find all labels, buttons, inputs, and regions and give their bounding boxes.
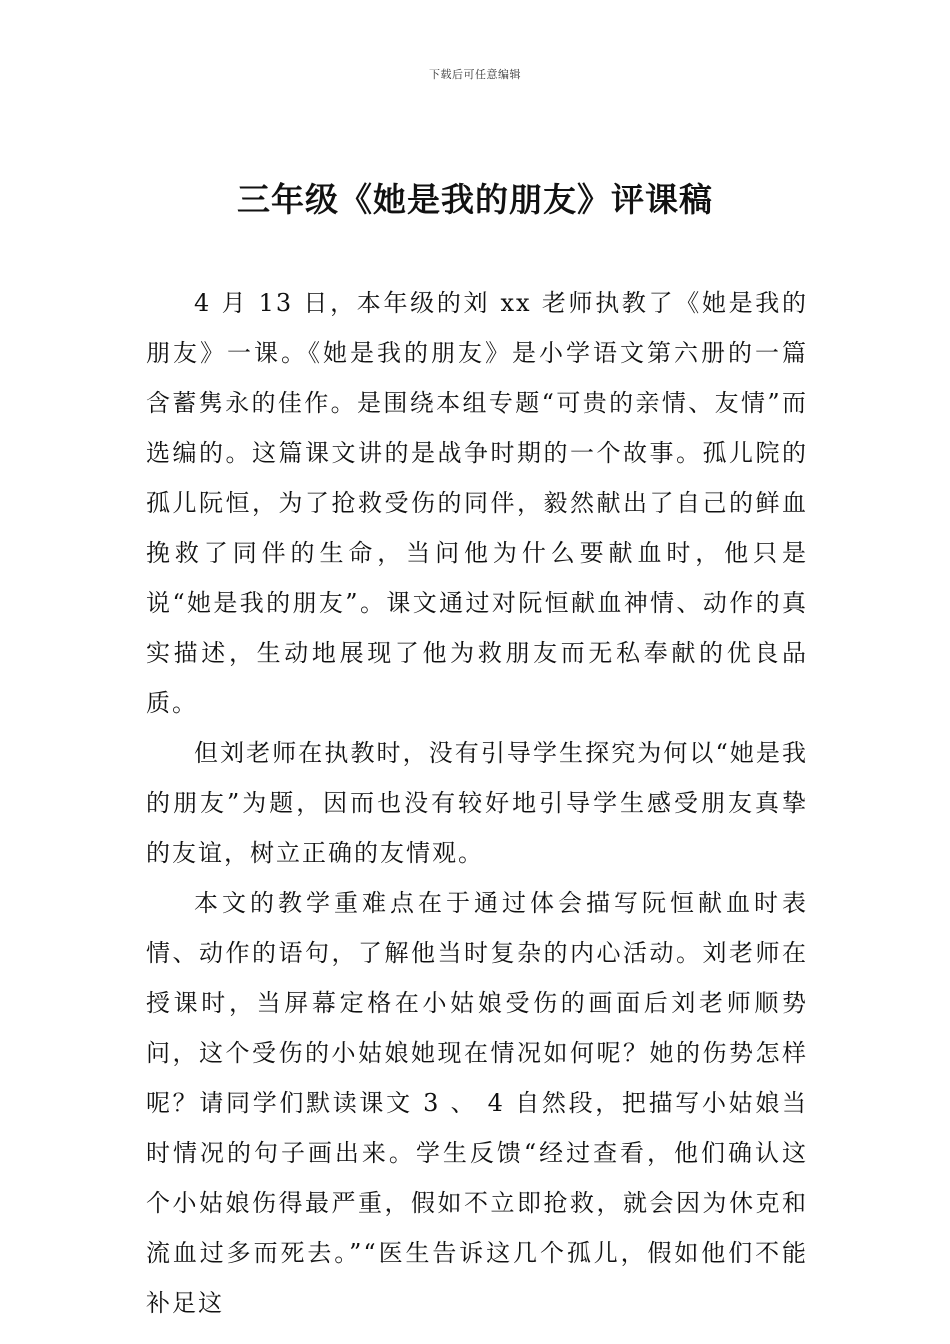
paragraph-2: 但刘老师在执教时，没有引导学生探究为何以“她是我的朋友”为题，因而也没有较好地引导学生感受朋友真挚的友谊，树立正确的友情观。 bbox=[146, 739, 808, 867]
paragraph-3: 本文的教学重难点在于通过体会描写阮恒献血时表情、动作的语句，了解他当时复杂的内心活动。刘老师在授课时，当屏幕定格在小姑娘受伤的画面后刘老师顺势问，这个受伤的小姑娘她现在情况如何呢？她的伤势怎样呢？请同学们默读课文 3 、 4 自然段，把描写小姑娘当时情况的句子画出来。学生反馈“经过查看，他们确认这个小姑娘伤得最严重，假如不立即抢救，就会因为休克和流血过多而死去。”“医生告诉这几个孤儿，假如他们不能补足这 bbox=[146, 889, 808, 1317]
paragraph-1: 4 月 13 日，本年级的刘 xx 老师执教了《她是我的朋友》一课。《她是我的朋友》是小学语文第六册的一篇含蓄隽永的佳作。是围绕本组专题“可贵的亲情、友情”而选编的。这篇课文讲的是战争时期的一个故事。孤儿院的孤儿阮恒，为了抢救受伤的同伴，毅然献出了自己的鲜血挽救了同伴的生命，当问他为什么要献血时，他只是说“她是我的朋友”。课文通过对阮恒献血神情、动作的真实描述，生动地展现了他为救朋友而无私奉献的优良品质。 bbox=[146, 289, 808, 717]
header-note: 下载后可任意编辑 bbox=[429, 68, 521, 81]
document-body bbox=[146, 278, 808, 1328]
document-title: 三年级《她是我的朋友》评课稿 bbox=[237, 180, 713, 219]
